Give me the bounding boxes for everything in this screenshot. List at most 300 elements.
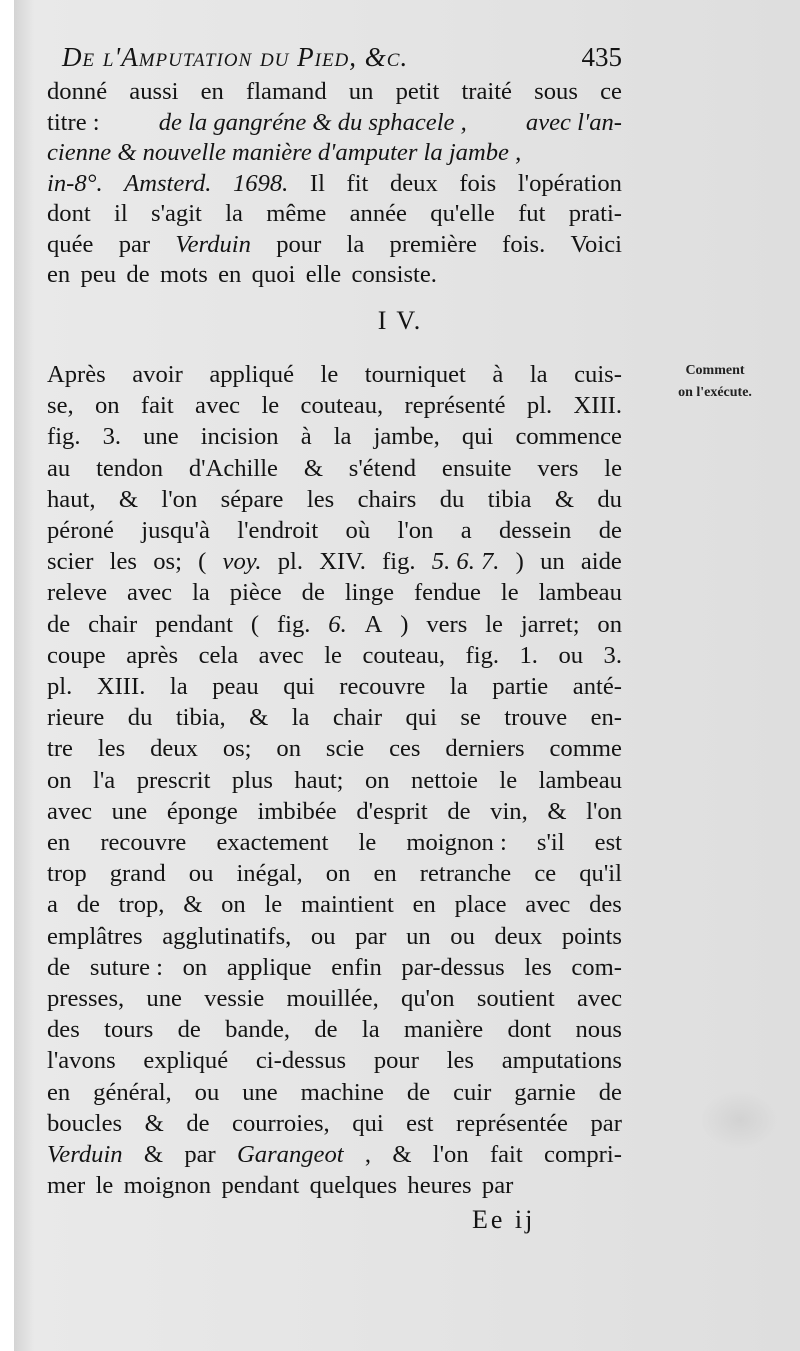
word: heures xyxy=(407,1172,472,1200)
word: vers xyxy=(426,610,468,638)
word: coupe xyxy=(47,641,106,669)
word: maintient xyxy=(300,891,394,919)
word: en xyxy=(47,829,71,856)
word: os; xyxy=(153,548,182,576)
word: 3. xyxy=(603,641,622,669)
word: lambeau xyxy=(538,766,622,794)
word: en xyxy=(373,860,397,888)
word: qu'il xyxy=(579,860,622,888)
word: elle xyxy=(305,261,342,288)
word: scier xyxy=(47,548,94,576)
word: Verduin xyxy=(47,1141,123,1168)
word: applique xyxy=(226,953,312,981)
word: s'il xyxy=(536,829,565,856)
page-number: 435 xyxy=(581,42,622,72)
word: retranche xyxy=(419,860,512,888)
word: derniers xyxy=(445,735,525,763)
word: XIV. xyxy=(319,548,366,576)
text-line xyxy=(47,576,622,609)
word: avec xyxy=(195,392,241,420)
word: au xyxy=(47,454,71,482)
word: moignon : xyxy=(406,829,507,856)
word: tours xyxy=(104,1016,154,1044)
word: de xyxy=(177,1016,201,1044)
word: aussi xyxy=(129,78,179,105)
word: par-dessus xyxy=(401,953,505,981)
word: à xyxy=(492,361,504,388)
word: chairs xyxy=(357,485,417,513)
word: par xyxy=(590,1109,622,1137)
word: amputations xyxy=(501,1047,622,1075)
word: ensuite xyxy=(441,454,512,482)
word: avoir xyxy=(132,361,183,388)
word: in-8°. xyxy=(47,169,103,197)
word: d'Achille xyxy=(188,454,278,482)
word: la xyxy=(529,361,548,388)
word: & xyxy=(392,1141,412,1168)
word: flamand xyxy=(246,78,327,105)
word: chair xyxy=(332,704,383,732)
word: pièce xyxy=(229,579,282,607)
word: & xyxy=(547,797,567,825)
word: jusqu'à xyxy=(141,517,210,544)
word: avec l'an- xyxy=(525,108,622,136)
text-line xyxy=(47,670,622,703)
word: dont xyxy=(507,1016,552,1044)
text-line xyxy=(47,1107,622,1140)
word: on xyxy=(325,860,351,888)
text-line xyxy=(47,608,622,641)
text-line xyxy=(47,197,622,230)
word: grand xyxy=(109,860,166,888)
word: cuir xyxy=(453,1078,492,1106)
word: ) xyxy=(515,548,524,576)
word: la xyxy=(333,423,352,451)
word: appliqué xyxy=(209,361,295,388)
word: de xyxy=(598,1078,622,1106)
word: expliqué xyxy=(143,1047,229,1075)
word: titre : xyxy=(47,108,100,136)
word: l'on xyxy=(161,485,198,513)
word: année xyxy=(349,200,407,227)
word: sous xyxy=(534,78,578,105)
word: l'avons xyxy=(47,1047,116,1075)
text-line xyxy=(47,167,622,200)
word: l'on xyxy=(586,797,622,825)
word: cela xyxy=(198,641,239,669)
word: on xyxy=(597,610,622,638)
word: en xyxy=(47,261,71,288)
word: quée xyxy=(47,230,94,258)
word: Voici xyxy=(570,230,622,258)
word: Verduin xyxy=(175,230,251,258)
word: est xyxy=(406,1109,434,1137)
word: ces xyxy=(389,735,421,763)
word: rieure xyxy=(47,704,105,732)
word: trop, xyxy=(118,891,165,919)
word: agglutinatifs, xyxy=(162,922,292,950)
running-title: De l'Amputation du Pied, &c. xyxy=(62,42,409,72)
word: com- xyxy=(571,953,622,981)
word: la xyxy=(291,704,310,732)
word: pendant xyxy=(155,610,233,638)
word: comme xyxy=(549,735,622,763)
word: haut, xyxy=(47,485,96,513)
word: compri- xyxy=(544,1141,622,1168)
word: un xyxy=(406,922,431,950)
word: le xyxy=(358,829,377,856)
word: par xyxy=(355,922,387,950)
word: commence xyxy=(515,423,622,451)
word: fig. xyxy=(465,641,500,669)
word: nous xyxy=(575,1016,622,1044)
word: une xyxy=(242,1078,278,1106)
text-line xyxy=(47,1138,622,1171)
word: le xyxy=(320,361,339,388)
word: avec xyxy=(47,797,93,825)
word: recouvre xyxy=(100,829,187,856)
word: trop xyxy=(47,860,87,888)
word: une xyxy=(111,797,148,825)
word: jambe, xyxy=(373,423,440,451)
text-line xyxy=(47,358,622,391)
word: pl. xyxy=(526,392,553,420)
text-line xyxy=(47,951,622,984)
word: A xyxy=(364,610,383,638)
word: consiste. xyxy=(351,261,437,288)
word: en xyxy=(218,261,242,288)
text-line xyxy=(47,732,622,765)
word: pl. xyxy=(277,548,303,576)
word: points xyxy=(561,922,622,950)
word: & xyxy=(183,891,203,919)
word: qui xyxy=(283,673,315,700)
word: de xyxy=(47,953,71,981)
word: lambeau xyxy=(538,579,622,607)
word: pour xyxy=(373,1047,419,1075)
word: qui xyxy=(352,1109,384,1137)
word: les xyxy=(97,735,126,763)
word: & xyxy=(144,1109,164,1137)
word: la xyxy=(192,579,210,607)
bleed-through-mark xyxy=(700,1090,780,1150)
text-line xyxy=(47,1044,622,1077)
word: ou xyxy=(450,922,475,950)
word: fig. xyxy=(47,423,81,451)
word: manière xyxy=(403,1016,484,1044)
word: & xyxy=(118,485,139,513)
word: le xyxy=(604,454,622,482)
word: pl. xyxy=(47,673,73,700)
text-line xyxy=(47,639,622,672)
word: de xyxy=(76,891,100,919)
word: scie xyxy=(325,735,365,763)
word: le xyxy=(324,641,342,669)
word: prati- xyxy=(568,200,622,227)
text-line xyxy=(47,857,622,890)
word: machine xyxy=(300,1078,384,1106)
text-line xyxy=(47,795,622,828)
word: garnie xyxy=(514,1078,576,1106)
word: le xyxy=(499,766,518,794)
word: Amsterd. xyxy=(124,169,212,197)
word: fig. xyxy=(382,548,416,576)
word: presses, xyxy=(47,985,125,1012)
word: les xyxy=(109,548,137,576)
word: en xyxy=(200,78,224,105)
text-line xyxy=(47,545,622,578)
word: l'on xyxy=(432,1141,469,1168)
word: s'étend xyxy=(348,454,417,482)
word: de xyxy=(186,1109,210,1137)
word: de xyxy=(47,610,71,638)
word: fut xyxy=(518,200,546,227)
word: cuis- xyxy=(574,361,622,388)
word: un xyxy=(540,548,565,576)
word: de la gangréne & du sphacele , xyxy=(158,108,467,136)
word: fait xyxy=(489,1141,523,1168)
word: les xyxy=(306,485,335,513)
word: place xyxy=(454,891,507,919)
text-line xyxy=(47,228,622,261)
word: se, xyxy=(47,392,74,420)
word: donné xyxy=(47,78,108,105)
word: plus xyxy=(231,766,273,794)
text-line xyxy=(47,136,622,169)
word: qui xyxy=(461,423,494,451)
word: pendant xyxy=(221,1172,300,1200)
word: le xyxy=(95,1172,114,1200)
word: l'endroit xyxy=(237,517,319,544)
word: & xyxy=(143,1141,164,1168)
word: représentée xyxy=(456,1109,568,1137)
text-line xyxy=(47,764,622,797)
text-line xyxy=(47,1169,622,1202)
word: bande, xyxy=(225,1016,291,1044)
word: des xyxy=(589,891,622,919)
word: fit xyxy=(346,169,369,197)
word: 1698. xyxy=(232,169,289,197)
word: à xyxy=(300,423,312,451)
text-line xyxy=(47,701,622,734)
word: & xyxy=(554,485,574,513)
word: par xyxy=(118,230,151,258)
word: on xyxy=(276,735,302,763)
word: sépare xyxy=(220,485,284,513)
word: ou xyxy=(310,922,336,950)
word: où xyxy=(345,517,371,544)
word: aide xyxy=(580,548,622,576)
word: péroné xyxy=(47,517,114,544)
word: recouvre xyxy=(339,673,426,700)
word: traité xyxy=(461,78,512,105)
word: jarret; xyxy=(520,610,580,638)
word: & xyxy=(249,704,269,732)
word: éponge xyxy=(166,797,238,825)
word: os; xyxy=(222,735,252,763)
section-heading: I V. xyxy=(377,306,423,335)
word: en- xyxy=(590,704,622,732)
word: vin, xyxy=(490,797,528,825)
word: de xyxy=(406,1078,431,1106)
word: tibia xyxy=(487,485,532,513)
word: emplâtres xyxy=(47,922,143,950)
text-line xyxy=(47,420,622,453)
text-line xyxy=(47,75,622,108)
word: de xyxy=(314,1016,338,1044)
word: tibia, xyxy=(175,704,226,732)
word: première xyxy=(389,230,477,258)
word: voy. xyxy=(222,548,262,576)
word: haut; xyxy=(294,766,344,794)
word: général, xyxy=(93,1078,172,1106)
word: cienne & nouvelle manière d'amputer la jambe , xyxy=(47,139,522,166)
word: ce xyxy=(534,860,557,888)
word: par xyxy=(481,1172,514,1200)
word: ci-dessus xyxy=(255,1047,347,1075)
word: courroies, xyxy=(232,1109,330,1137)
word: représenté xyxy=(404,392,506,420)
word: linge xyxy=(344,579,395,607)
word: on xyxy=(364,766,390,794)
word: Il xyxy=(309,169,325,197)
word: des xyxy=(47,1016,80,1044)
word: vers xyxy=(537,454,579,482)
word: incision xyxy=(200,423,279,451)
word: releve xyxy=(47,579,108,607)
word: avec xyxy=(525,891,571,919)
margin-note-line: on l'exécute. xyxy=(678,385,752,400)
text-line xyxy=(47,452,622,485)
word: suture : xyxy=(89,953,163,981)
word: avec xyxy=(258,641,304,669)
word: en xyxy=(412,891,436,919)
word: par xyxy=(184,1141,216,1168)
word: on xyxy=(182,953,208,981)
word: l'opération xyxy=(517,169,622,197)
text-line xyxy=(47,826,622,859)
word: d'esprit xyxy=(356,797,428,825)
word: enfin xyxy=(331,953,382,981)
word: on xyxy=(94,392,120,420)
word: vessie xyxy=(204,985,265,1012)
text-line xyxy=(47,920,622,953)
word: fois xyxy=(459,169,497,197)
word: petit xyxy=(395,78,440,105)
word: le xyxy=(261,392,280,420)
word: les xyxy=(524,953,552,981)
text-line xyxy=(47,888,622,921)
signature-mark: Ee ij xyxy=(472,1205,536,1234)
text-line xyxy=(47,982,622,1015)
word: 5. 6. 7. xyxy=(431,548,500,576)
word: après xyxy=(126,641,179,669)
word: ( xyxy=(250,610,260,638)
text-line xyxy=(47,1076,622,1109)
word: il xyxy=(114,200,128,227)
word: une xyxy=(146,985,182,1012)
word: ( xyxy=(198,548,207,576)
word: l'a xyxy=(93,766,116,794)
word: un xyxy=(348,78,374,105)
text-line xyxy=(47,106,622,139)
word: du xyxy=(127,704,153,732)
word: mer xyxy=(47,1172,86,1200)
word: la xyxy=(346,230,365,258)
text-line xyxy=(47,389,622,422)
text-line xyxy=(47,1013,622,1046)
word: même xyxy=(266,200,327,227)
word: mouillée, xyxy=(286,985,379,1012)
word: & xyxy=(303,454,323,482)
word: couteau, xyxy=(300,392,384,420)
word: exactement xyxy=(216,829,329,856)
word: moignon xyxy=(123,1172,212,1200)
word: pour xyxy=(276,230,322,258)
word: s'agit xyxy=(151,200,202,227)
word: prescrit xyxy=(136,766,211,794)
word: fait xyxy=(140,392,174,420)
margin-note xyxy=(640,360,790,404)
word: soutient xyxy=(476,985,555,1012)
word: dessein xyxy=(498,517,572,544)
word: qu'elle xyxy=(430,200,495,227)
word: tendon xyxy=(96,454,163,482)
word: XIII. xyxy=(96,673,146,700)
word: 6. xyxy=(328,610,347,638)
word: l'on xyxy=(397,517,434,544)
word: peu xyxy=(80,261,117,288)
word: tourniquet xyxy=(364,361,466,388)
word: fois. xyxy=(502,230,546,258)
word: inégal, xyxy=(236,860,303,888)
word: en xyxy=(47,1078,71,1106)
word: deux xyxy=(494,922,543,950)
word: tre xyxy=(47,735,73,763)
word: ou xyxy=(558,641,584,669)
word: on xyxy=(47,766,72,794)
word: 1. xyxy=(519,641,538,669)
word: avec xyxy=(576,985,622,1012)
word: du xyxy=(439,485,465,513)
word: qu'on xyxy=(400,985,455,1012)
word: ) xyxy=(400,610,409,638)
word: trouve xyxy=(504,704,568,732)
word: de xyxy=(126,261,150,288)
word: la xyxy=(449,673,468,700)
text-line xyxy=(47,258,622,291)
word: quoi xyxy=(251,261,296,288)
word: fendue xyxy=(413,579,481,607)
word: une xyxy=(143,423,179,451)
word: de xyxy=(598,517,622,544)
word: , xyxy=(364,1141,372,1168)
word: les xyxy=(446,1047,474,1075)
word: qui xyxy=(405,704,437,732)
word: du xyxy=(597,485,622,513)
margin-note-line: Comment xyxy=(685,363,745,378)
word: deux xyxy=(389,169,438,197)
word: imbibée xyxy=(257,797,337,825)
word: on xyxy=(221,891,246,919)
text-line xyxy=(47,514,622,547)
word: se xyxy=(460,704,481,732)
word: partie xyxy=(492,673,549,700)
word: la xyxy=(361,1016,380,1044)
word: le xyxy=(485,610,503,638)
word: ce xyxy=(600,78,622,105)
running-header xyxy=(62,42,622,78)
